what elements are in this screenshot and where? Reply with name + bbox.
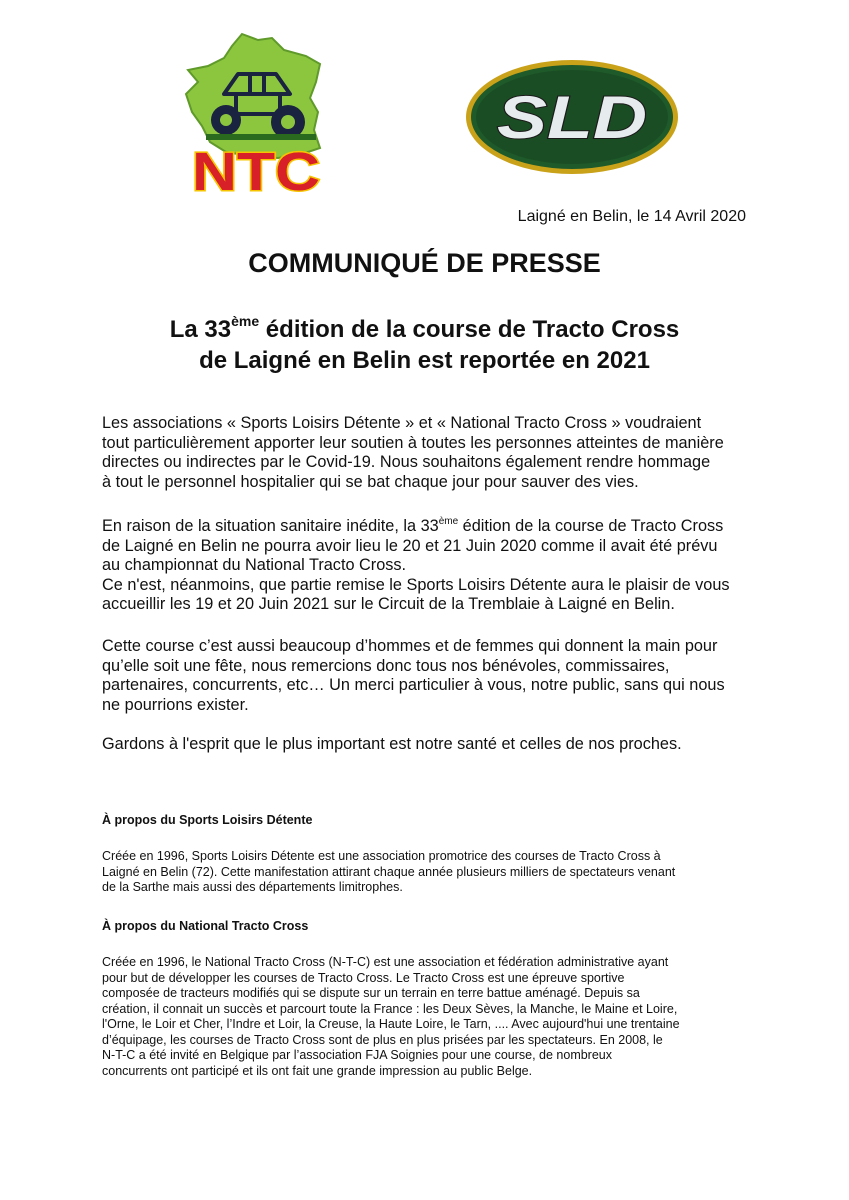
- paragraph-line: En raison de la situation sanitaire inédite, la 33ème édition de la course de Tracto Cross: [102, 516, 724, 535]
- ntc-logo: [180, 30, 330, 202]
- about-line: Créée en 1996, le National Tracto Cross (N-T-C) est une association et fédération administrative ayant: [102, 955, 669, 969]
- paragraph-line: Gardons à l'esprit que le plus important est notre santé et celles de nos proches.: [102, 735, 682, 753]
- paragraph-postponement: [102, 517, 748, 615]
- about-sld-title: À propos du Sports Loisirs Détente: [102, 813, 313, 827]
- about-line: N-T-C a été invité en Belgique par l’association FJA Soignies pour une course, de nombreux: [102, 1048, 613, 1062]
- paragraph-line: Les associations « Sports Loisirs Détente » et « National Tracto Cross » voudraient: [102, 414, 702, 432]
- sld-logo-text: SLD: [497, 84, 647, 151]
- date-line: Laigné en Belin, le 14 Avril 2020: [517, 208, 746, 225]
- about-line: composée de tracteurs modifiés qui se dispute sur un terrain en terre battue aménagé. Depuis sa: [102, 986, 640, 1000]
- paragraph-line: partenaires, concurrents, etc… Un merci particulier à vous, notre public, sans qui nous: [102, 676, 725, 694]
- sld-logo: [462, 56, 682, 178]
- about-sld-text: [102, 849, 748, 896]
- paragraph-closing: [102, 735, 748, 755]
- paragraph-line: directes ou indirectes par le Covid-19. Nous souhaitons également rendre hommage: [102, 453, 711, 471]
- paragraph-line: ne pourrions exister.: [102, 695, 249, 714]
- paragraph-line: Ce n'est, néanmoins, que partie remise le Sports Loisirs Détente aura le plaisir de vous: [102, 575, 730, 594]
- page-title: COMMUNIQUÉ DE PRESSE: [248, 248, 601, 278]
- about-line: Laigné en Belin (72). Cette manifestation attirant chaque année plusieurs milliers de spectateurs venant: [102, 864, 676, 879]
- paragraph-line: qu’elle soit une fête, nous remercions donc tous nos bénévoles, commissaires,: [102, 656, 670, 675]
- paragraph-line: tout particulièrement apporter leur soutien à toutes les personnes atteintes de manière: [102, 433, 724, 452]
- paragraph-line: à tout le personnel hospitalier qui se bat chaque jour pour sauver des vies.: [102, 472, 639, 491]
- paragraph-thanks: [102, 637, 748, 715]
- paragraph-line: Cette course c’est aussi beaucoup d’hommes et de femmes qui donnent la main pour: [102, 637, 718, 655]
- about-line: d’équipage, les courses de Tracto Cross sont de plus en plus prisées par les spectateurs. En 2008, le: [102, 1032, 663, 1047]
- about-line: l'Orne, le Loir et Cher, l’Indre et Loir, la Creuse, la Haute Loire, le Tarn, .... Avec aujourd'hui une trentaine: [102, 1017, 680, 1031]
- subtitle-line-2: de Laigné en Belin est reportée en 2021: [199, 347, 650, 374]
- about-line: pour but de développer les courses de Tracto Cross. Le Tracto Cross est une épreuve sportive: [102, 970, 625, 985]
- about-line: de la Sarthe mais aussi des départements limitrophes.: [102, 880, 403, 894]
- about-line: Créée en 1996, Sports Loisirs Détente est une association promotrice des courses de Tracto Cross à: [102, 849, 661, 863]
- paragraph-line: de Laigné en Belin ne pourra avoir lieu le 20 et 21 Juin 2020 comme il avait été prévu: [102, 536, 718, 555]
- about-line: création, il connait un succès et parcourt toute la France : les Deux Sèves, la Manche, le Maine et Loire,: [102, 1001, 678, 1016]
- paragraph-support: [102, 414, 748, 492]
- about-ntc-text: [102, 955, 748, 1079]
- paragraph-line: au championnat du National Tracto Cross.: [102, 556, 407, 574]
- ntc-logo-text: NTC: [192, 142, 320, 202]
- logo-header: [0, 0, 849, 200]
- about-line: concurrents ont participé et ils ont fait une grande impression au public Belge.: [102, 1063, 533, 1078]
- page-subtitle: [0, 314, 849, 376]
- subtitle-line-1: La 33ème édition de la course de Tracto Cross: [169, 313, 680, 343]
- paragraph-line: accueillir les 19 et 20 Juin 2021 sur le Circuit de la Tremblaie à Laigné en Belin.: [102, 595, 675, 613]
- about-ntc-title: À propos du National Tracto Cross: [102, 919, 309, 933]
